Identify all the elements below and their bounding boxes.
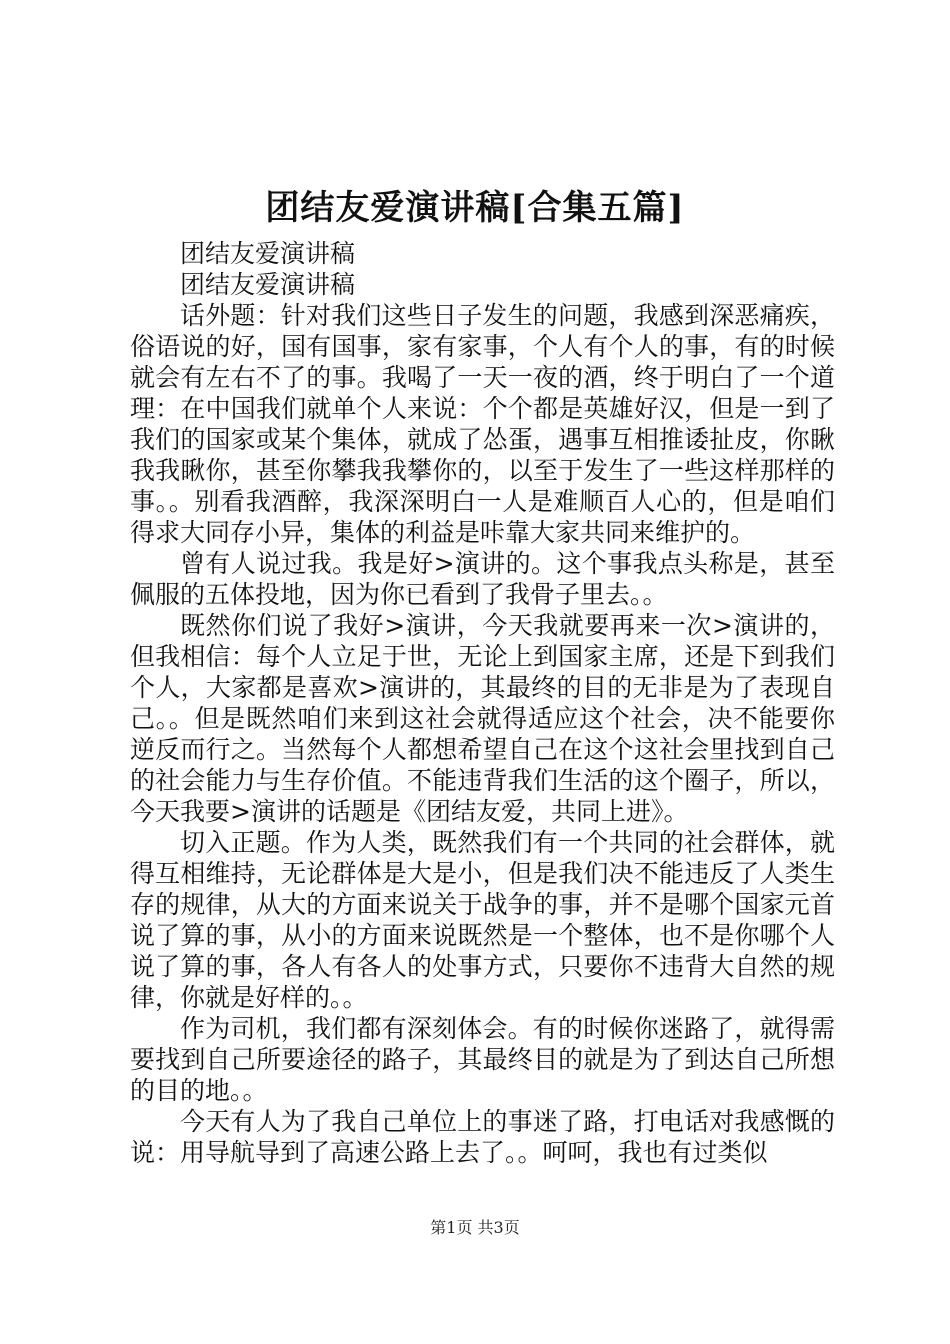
document-title: 团结友爱演讲稿[合集五篇]	[265, 188, 685, 228]
paragraph: 团结友爱演讲稿	[180, 239, 356, 268]
page-number-footer: 第1页 共3页	[430, 1218, 520, 1237]
paragraph: 曾有人说过我。我是好>演讲的。这个事我点头称是，甚至佩服的五体投地，因为你已看到了我骨子里去。。	[130, 549, 835, 609]
paragraph: 话外题：针对我们这些日子发生的问题，我感到深恶痛疾，俗语说的好，国有国事，家有家事，个人有个人的事，有的时候就会有左右不了的事。我喝了一天一夜的酒，终于明白了一个道理：在中国我们就单个人来说：个个都是英雄好汉，但是一到了我们的国家或某个集体，就成了怂蛋，遇事互相推诿扯皮，你瞅我我瞅你，甚至你攀我我攀你的，以至于发生了一些这样那样的事。。别看我酒醉，我深深明白一人是难顺百人心的，但是咱们得求大同存小异，集体的利益是咔靠大家共同来维护的。	[130, 301, 835, 547]
paragraph: 今天有人为了我自己单位上的事迷了路，打电话对我感慨的说：用导航导到了高速公路上去了。。呵呵，我也有过类似	[130, 1107, 835, 1167]
paragraph: 既然你们说了我好>演讲，今天我就要再来一次>演讲的，但我相信：每个人立足于世，无论上到国家主席，还是下到我们个人，大家都是喜欢>演讲的，其最终的目的无非是为了表现自己。。但是既然咱们来到这社会就得适应这个社会，决不能要你逆反而行之。当然每个人都想希望自己在这个这社会里找到自己的社会能力与生存价值。不能违背我们生活的这个圈子，所以，今天我要>演讲的话题是《团结友爱，共同上进》。	[130, 611, 835, 826]
paragraph: 作为司机，我们都有深刻体会。有的时候你迷路了，就得需要找到自己所要途径的路子，其最终目的就是为了到达自己所想的目的地。。	[130, 1014, 835, 1105]
document-body	[130, 238, 835, 1168]
paragraph: 切入正题。作为人类，既然我们有一个共同的社会群体，就得互相维持，无论群体是大是小，但是我们决不能违反了人类生存的规律，从大的方面来说关于战争的事，并不是哪个国家元首说了算的事，从小的方面来说既然是一个整体，也不是你哪个人说了算的事，各人有各人的处事方式，只要你不违背大自然的规律，你就是好样的。。	[130, 828, 835, 1012]
paragraph: 团结友爱演讲稿	[180, 270, 356, 299]
